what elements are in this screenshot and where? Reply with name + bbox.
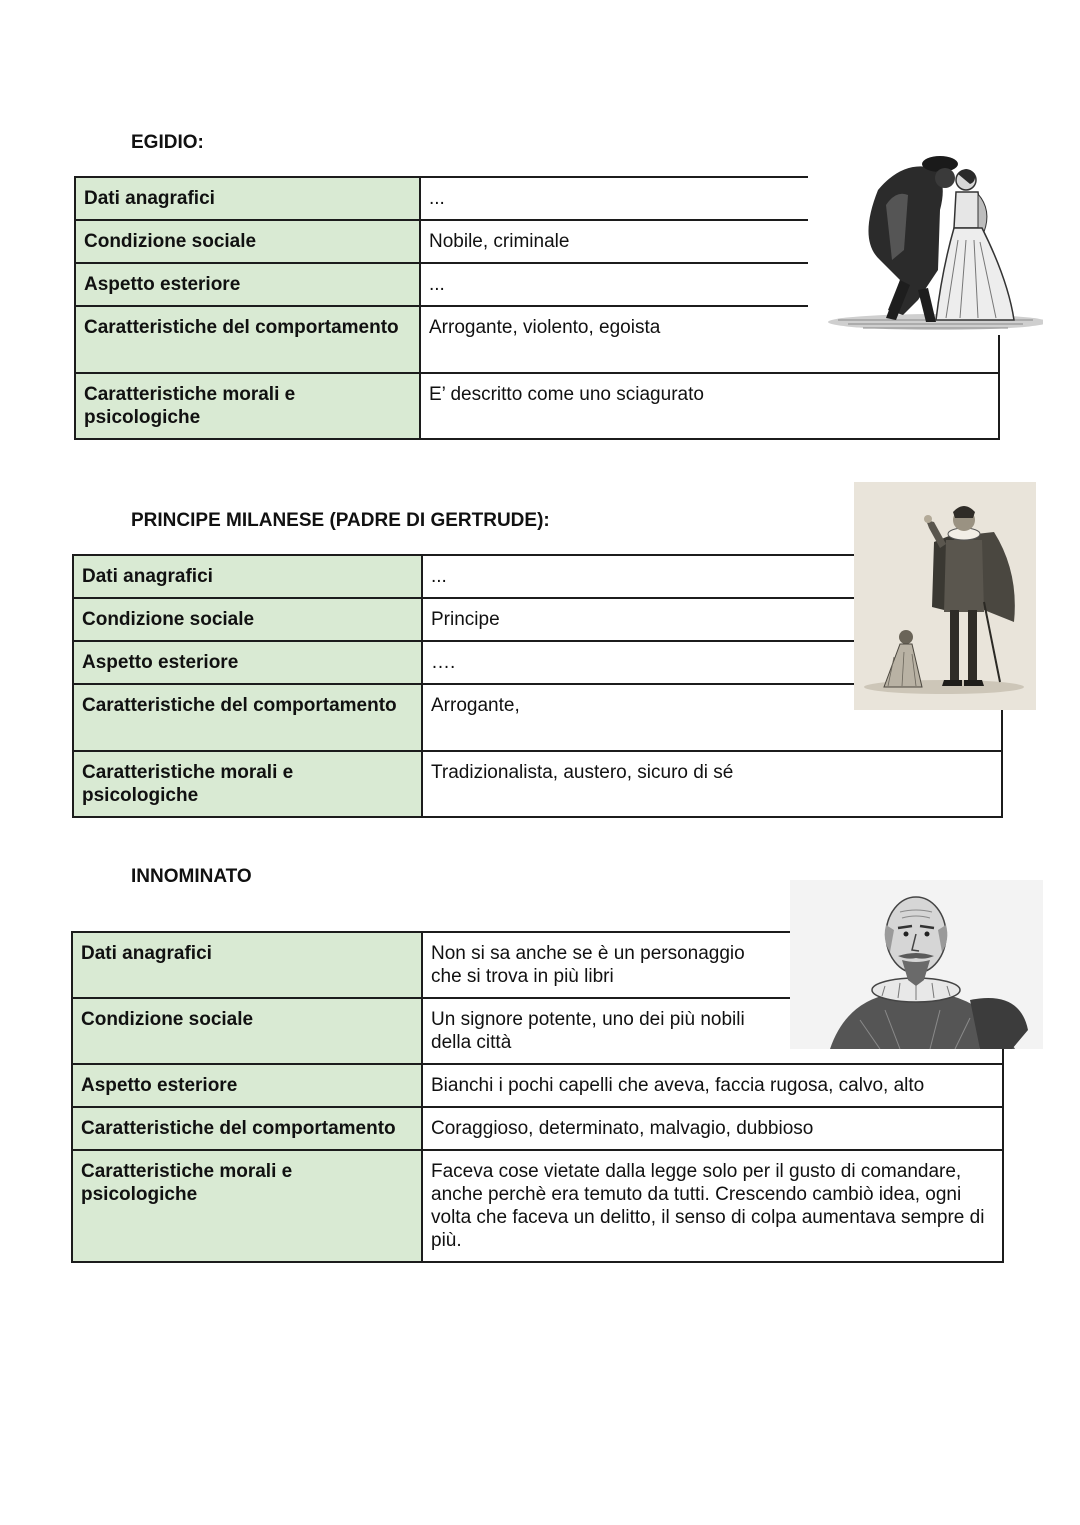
row-value: Bianchi i pochi capelli che aveva, faccia rugosa, calvo, alto [422, 1064, 1003, 1107]
table-row [72, 1107, 1003, 1150]
principe-illustration [854, 482, 1036, 710]
table-row [75, 373, 999, 439]
row-value: …. [422, 641, 1002, 684]
row-label: Dati anagrafici [73, 555, 422, 598]
egidio-illustration [808, 150, 1043, 335]
row-label: Caratteristiche del comportamento [72, 1107, 422, 1150]
row-value: Principe [422, 598, 1002, 641]
row-value: Tradizionalista, austero, sicuro di sé [422, 751, 1002, 817]
section-title-principe: PRINCIPE MILANESE (PADRE DI GERTRUDE): [131, 510, 550, 531]
bearded-man-portrait-icon [790, 880, 1043, 1049]
table-row [73, 751, 1002, 817]
row-label: Dati anagrafici [75, 177, 420, 220]
row-value: Coraggioso, determinato, malvagio, dubbioso [422, 1107, 1003, 1150]
row-label: Caratteristiche morali e psicologiche [75, 373, 420, 439]
section-title-innominato: INNOMINATO [131, 866, 252, 887]
row-value-text: Non si sa anche se è un personaggio che si trova in più libri [431, 943, 745, 987]
row-value: Arrogante, [422, 684, 1002, 751]
row-value: ... [422, 555, 1002, 598]
prince-engraving-icon [854, 482, 1036, 710]
section-title-egidio: EGIDIO: [131, 132, 204, 153]
row-label: Caratteristiche del comportamento [73, 684, 422, 751]
row-label: Condizione sociale [72, 998, 422, 1064]
couple-engraving-icon [808, 150, 1043, 335]
row-value-text: Un signore potente, uno dei più nobili della città [431, 1009, 745, 1053]
row-value: Arrogante, violento, egoista [420, 306, 999, 373]
row-label: Caratteristiche morali e psicologiche [72, 1150, 422, 1262]
row-label: Caratteristiche morali e psicologiche [73, 751, 422, 817]
row-label: Aspetto esteriore [73, 641, 422, 684]
row-label: Condizione sociale [75, 220, 420, 263]
row-label: Dati anagrafici [72, 932, 422, 998]
row-value: Nobile, criminale [420, 220, 999, 263]
row-label: Aspetto esteriore [75, 263, 420, 306]
table-row [72, 1064, 1003, 1107]
row-label: Caratteristiche del comportamento [75, 306, 420, 373]
row-value: Faceva cose vietate dalla legge solo per il gusto di comandare, anche perchè era temuto da tutti. Crescendo cambiò idea, ogni volta che faceva un delitto, il senso di colpa aumentava sempre di più. [422, 1150, 1003, 1262]
innominato-illustration [790, 880, 1043, 1049]
row-label: Aspetto esteriore [72, 1064, 422, 1107]
row-value: ... [420, 263, 999, 306]
row-value: E’ descritto come uno sciagurato [420, 373, 999, 439]
row-value: ... [420, 177, 999, 220]
table-row [72, 1150, 1003, 1262]
row-label: Condizione sociale [73, 598, 422, 641]
